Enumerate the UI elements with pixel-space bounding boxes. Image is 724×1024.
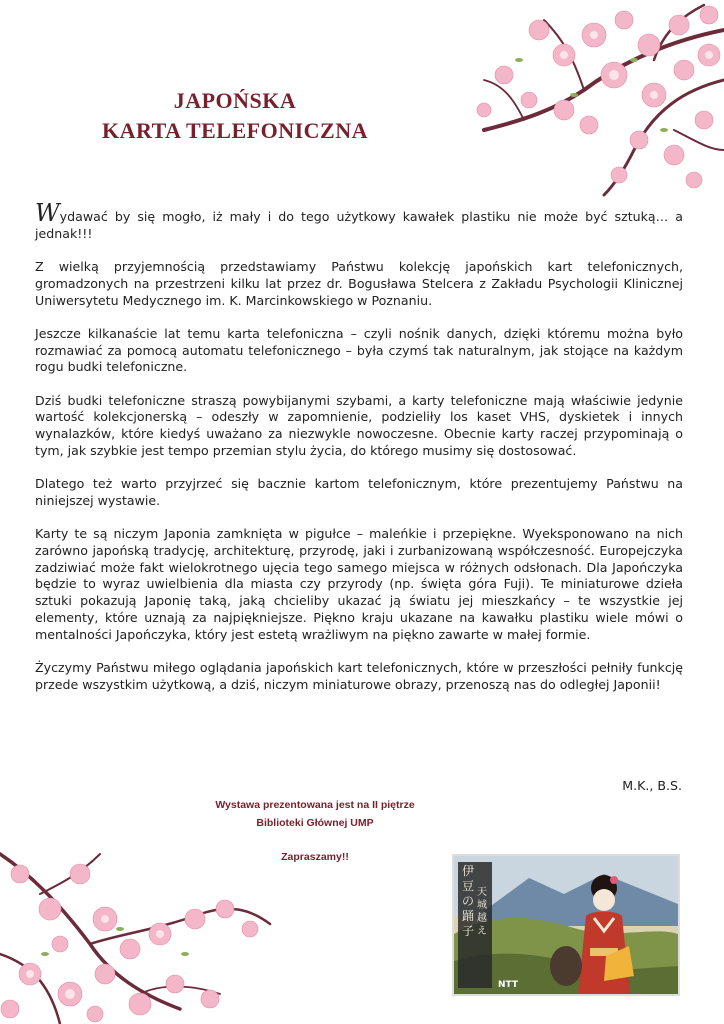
paragraph-3: Dziś budki telefoniczne straszą powybijanymi szybami, a karty telefoniczne mają właściwie jedynie wartość kolekcjonerską – odeszły w zapomnienie, podzieliły los kaset VHS, dyskietek i innych wynalazków, które kiedyś uważano za niezwykle nowoczesne. Obecnie karty raczej przypominają o tym, jak szybkie jest tempo przemian stylu życia, do którego musimy się dostosować.: [35, 392, 683, 458]
notice-line-1: Wystawa prezentowana jest na II piętrze: [215, 799, 415, 811]
paragraph-2: Jeszcze kilkanaście lat temu karta telefoniczna – czyli nośnik danych, dzięki któremu można było rozmawiać za pomocą automatu telefonicznego – była czymś tak naturalnym, jak stojące na każdym rogu budki telefoniczne.: [35, 325, 683, 375]
notice-line-2: Biblioteki Głównej UMP: [256, 817, 374, 829]
title-line-2: KARTA TELEFONICZNA: [102, 118, 368, 143]
intro-paragraph: [35, 199, 683, 242]
card-logo: NTT: [498, 980, 519, 990]
card-vertical-text-1: 伊豆の踊子: [462, 864, 475, 938]
drop-cap: W: [35, 199, 60, 227]
page-title: [80, 86, 390, 146]
paragraph-1: Z wielką przyjemnością przedstawiamy Państwu kolekcję japońskich kart telefonicznych, gromadzonych na przestrzeni kilku lat przez dr. Bogusława Stelcera z Zakładu Psychologii Klinicznej Uniwersytetu Medycznego im. K. Marcinkowskiego w Poznaniu.: [35, 259, 683, 308]
paragraph-4: Dlatego też warto przyjrzeć się bacznie kartom telefonicznym, które prezentujemy Państwu na niniejszej wystawie.: [35, 476, 683, 508]
notice-invitation: Zapraszamy!!: [281, 851, 349, 863]
paragraph-6: Życzymy Państwu miłego oglądania japońskich kart telefonicznych, które w przeszłości pełniły funkcję przede wszystkim użytkową, a dziś, niczym miniaturowe obrazy, przenoszą nas do odległej Japonii!: [35, 659, 683, 692]
article-body: [35, 199, 683, 710]
signature: M.K., B.S.: [622, 778, 682, 793]
intro-text: ydawać by się mogło, iż mały i do tego użytkowy kawałek plastiku nie może być sztuką… a jednak!!!: [35, 209, 683, 241]
paragraph-5: Karty te są niczym Japonia zamknięta w pigułce – maleńkie i przepiękne. Wyeksponowano na nich zarówno japońską tradycję, architekturę, przyrodę, jaki i zurbanizowaną współczesność. Europejczyka zadziwiać może fakt wielokrotnego ujęcia tego samego miejsca w różnych odsłonach. Dla Japończyka będzie to wyraz uwielbienia dla miasta czy przyrody (np. święta góra Fuji). Te miniaturowe dzieła sztuki pokazują Japonię taką, jaką chcieliby ukazać ją światu jej mieszkańcy – te wszystkie jej elementy, które uznają za najpiękniejsze. Piękno kraju ukazane na kawałku plastiku wiele mówi o mentalności Japończyka, który jest estetą wrażliwym na piękno zawarte w małej formie.: [35, 526, 683, 642]
phone-card-image: [452, 854, 680, 996]
cherry-blossom-bottom-decoration: [0, 834, 280, 1024]
title-line-1: JAPOŃSKA: [173, 88, 297, 113]
cherry-blossom-top-decoration: [424, 0, 724, 200]
card-vertical-text-2: 天城越え: [477, 887, 487, 937]
